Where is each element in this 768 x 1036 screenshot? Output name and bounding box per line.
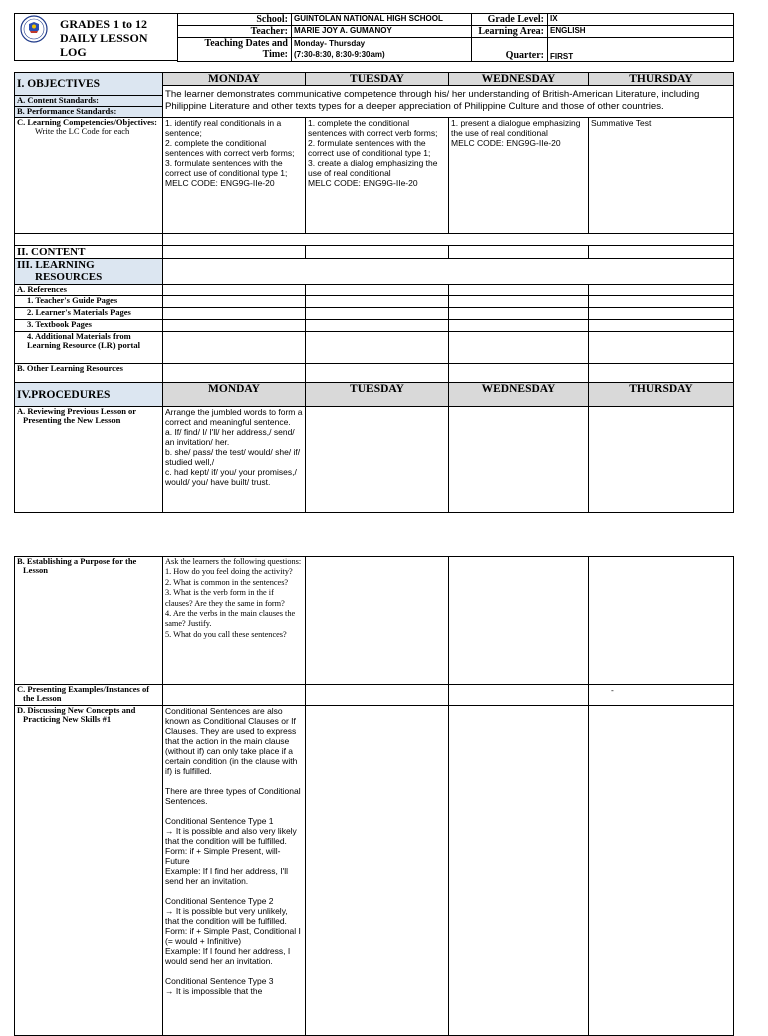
am-wednesday bbox=[449, 332, 589, 364]
references-tuesday bbox=[306, 285, 449, 296]
performance-standards-label: B. Performance Standards: bbox=[15, 107, 163, 118]
lm-tuesday bbox=[306, 308, 449, 320]
objectives-monday: 1. identify real conditionals in a sentence; 2. complete the conditional sentences with correct verb forms; 3. formulate sentences with the correct use of conditional type 1; MELC CODE: ENG9G-IIe-20 bbox=[163, 118, 306, 234]
tg-wednesday bbox=[449, 296, 589, 308]
other-thursday bbox=[589, 364, 734, 383]
references-wednesday bbox=[449, 285, 589, 296]
discussing-thursday bbox=[589, 706, 734, 1036]
area-value: ENGLISH bbox=[548, 26, 734, 38]
additional-materials-label: 4. Additional Materials from Learning Resource (LR) portal bbox=[15, 332, 163, 364]
resources-heading-line-2: RESOURCES bbox=[35, 271, 103, 283]
proc-day-wednesday: WEDNESDAY bbox=[449, 383, 589, 407]
resources-heading bbox=[15, 259, 163, 285]
dates-value bbox=[292, 38, 472, 62]
examples-label: C. Presenting Examples/Instances of the Lesson bbox=[15, 685, 163, 706]
examples-monday bbox=[163, 685, 306, 706]
tg-monday bbox=[163, 296, 306, 308]
dates-value-line-1: Monday- Thursday bbox=[294, 39, 366, 48]
lesson-table-page-1 bbox=[14, 72, 734, 513]
am-tuesday bbox=[306, 332, 449, 364]
tg-thursday bbox=[589, 296, 734, 308]
tb-wednesday bbox=[449, 320, 589, 332]
purpose-wednesday bbox=[449, 557, 589, 685]
school-label: School: bbox=[178, 14, 292, 26]
references-thursday bbox=[589, 285, 734, 296]
title-line-1: GRADES 1 to 12 bbox=[60, 17, 148, 31]
day-header-tuesday: TUESDAY bbox=[306, 73, 449, 86]
objectives-thursday: Summative Test bbox=[589, 118, 734, 234]
title-line-2: DAILY LESSON LOG bbox=[60, 31, 148, 59]
purpose-tuesday bbox=[306, 557, 449, 685]
day-header-wednesday: WEDNESDAY bbox=[449, 73, 589, 86]
other-wednesday bbox=[449, 364, 589, 383]
am-monday bbox=[163, 332, 306, 364]
content-tuesday bbox=[306, 246, 449, 259]
content-monday bbox=[163, 246, 306, 259]
lm-monday bbox=[163, 308, 306, 320]
examples-thursday: - bbox=[589, 685, 734, 706]
purpose-monday: Ask the learners the following questions: 1. How do you feel doing the activity? 2. What is common in the sentences? 3. What is the verb form in the if clauses? Are they the same in form? 4. Are the verbs in the main clauses the same? Justify. 5. What do you call these sentences? bbox=[163, 557, 306, 685]
am-thursday bbox=[589, 332, 734, 364]
references-label: A. References bbox=[15, 285, 163, 296]
content-thursday bbox=[589, 246, 734, 259]
teachers-guide-label: 1. Teacher's Guide Pages bbox=[15, 296, 163, 308]
tb-monday bbox=[163, 320, 306, 332]
purpose-label: B. Establishing a Purpose for the Lesson bbox=[15, 557, 163, 685]
objectives-heading: I. OBJECTIVES bbox=[15, 73, 163, 96]
objectives-tuesday: 1. complete the conditional sentences with correct verb forms; 2. formulate sentences with the correct use of conditional type 1; 3. create a dialog emphasizing the use of real conditional MELC CODE: ENG9G-IIe-20 bbox=[306, 118, 449, 234]
grade-value: IX bbox=[548, 14, 734, 26]
day-header-thursday: THURSDAY bbox=[589, 73, 734, 86]
quarter-label: Quarter: bbox=[472, 38, 548, 62]
competencies-label-cell bbox=[15, 118, 163, 234]
discussing-tuesday bbox=[306, 706, 449, 1036]
competencies-label: C. Learning Competencies/Objectives: bbox=[17, 117, 157, 127]
standards-text: The learner demonstrates communicative competence through his/ her understanding of British-American Literature, including Philippine Literature and other texts types for a deeper appreciation of Philippine Culture and those of other countries. bbox=[163, 86, 734, 118]
other-resources-label: B. Other Learning Resources bbox=[15, 364, 163, 383]
learners-materials-label: 2. Learner's Materials Pages bbox=[15, 308, 163, 320]
textbook-label: 3. Textbook Pages bbox=[15, 320, 163, 332]
teacher-label: Teacher: bbox=[178, 26, 292, 38]
content-heading: II. CONTENT bbox=[15, 246, 163, 259]
objectives-wednesday: 1. present a dialogue emphasizing the use of real conditional MELC CODE: ENG9G-IIe-20 bbox=[449, 118, 589, 234]
reviewing-tuesday bbox=[306, 407, 449, 513]
examples-wednesday bbox=[449, 685, 589, 706]
other-tuesday bbox=[306, 364, 449, 383]
content-wednesday bbox=[449, 246, 589, 259]
reviewing-wednesday bbox=[449, 407, 589, 513]
content-standards-label: A. Content Standards: bbox=[15, 96, 163, 107]
grade-label: Grade Level: bbox=[472, 14, 548, 26]
quarter-value: FIRST bbox=[548, 38, 734, 62]
proc-day-tuesday: TUESDAY bbox=[306, 383, 449, 407]
other-monday bbox=[163, 364, 306, 383]
spacer-cell bbox=[163, 234, 734, 246]
resources-blank bbox=[163, 259, 734, 285]
area-label: Learning Area: bbox=[472, 26, 548, 38]
lm-wednesday bbox=[449, 308, 589, 320]
examples-tuesday bbox=[306, 685, 449, 706]
reviewing-monday: Arrange the jumbled words to form a correct and meaningful sentence. a. If/ find/ I/ I'll/ her address,/ send/ an invitation/ her. b. she/ pass/ the test/ would/ she/ if/ studied well,/ c. had kept/ if/ you/ your promises,/ would/ you/ have built/ trust. bbox=[163, 407, 306, 513]
reviewing-thursday bbox=[589, 407, 734, 513]
competencies-sub: Write the LC Code for each bbox=[35, 126, 130, 136]
school-value: GUINTOLAN NATIONAL HIGH SCHOOL bbox=[292, 14, 472, 26]
header-table bbox=[177, 13, 734, 62]
lm-thursday bbox=[589, 308, 734, 320]
tb-thursday bbox=[589, 320, 734, 332]
dates-label-line-2: Time: bbox=[262, 49, 288, 60]
teacher-value: MARIE JOY A. GUMANOY bbox=[292, 26, 472, 38]
proc-day-thursday: THURSDAY bbox=[589, 383, 734, 407]
title-border bbox=[14, 13, 178, 61]
purpose-thursday bbox=[589, 557, 734, 685]
proc-day-monday: MONDAY bbox=[163, 383, 306, 407]
discussing-wednesday bbox=[449, 706, 589, 1036]
discussing-monday: Conditional Sentences are also known as Conditional Clauses or If Clauses. They are used to express that the action in the main clause (without if) can only take place if a certain condition (in the clause with if) is fulfilled. There are three types of Conditional Sentences. Conditional Sentence Type 1 → It is possible and also very likely that the condition will be fulfilled. Form: if + Simple Present, will-Future Example: If I find her address, I'll send her an invitation. Conditional Sentence Type 2 → It is possible but very unlikely, that the condition will be fulfilled. Form: if + Simple Past, Conditional I (= would + Infinitive) Example: If I found her address, I would send her an invitation. Conditional Sentence Type 3 → It is impossible that the bbox=[163, 706, 306, 1036]
resources-heading-line-1: III. LEARNING bbox=[17, 259, 95, 271]
dates-label bbox=[178, 38, 292, 62]
tb-tuesday bbox=[306, 320, 449, 332]
tg-tuesday bbox=[306, 296, 449, 308]
references-monday bbox=[163, 285, 306, 296]
dates-label-line-1: Teaching Dates and bbox=[204, 38, 288, 49]
procedures-heading: IV.PROCEDURES bbox=[15, 383, 163, 407]
spacer-cell bbox=[15, 234, 163, 246]
reviewing-label: A. Reviewing Previous Lesson or Presenting the New Lesson bbox=[15, 407, 163, 513]
dates-value-line-2: (7:30-8:30, 8:30-9:30am) bbox=[294, 50, 385, 59]
day-header-monday: MONDAY bbox=[163, 73, 306, 86]
discussing-label: D. Discussing New Concepts and Practicing New Skills #1 bbox=[15, 706, 163, 1036]
lesson-table-page-2 bbox=[14, 556, 734, 1036]
